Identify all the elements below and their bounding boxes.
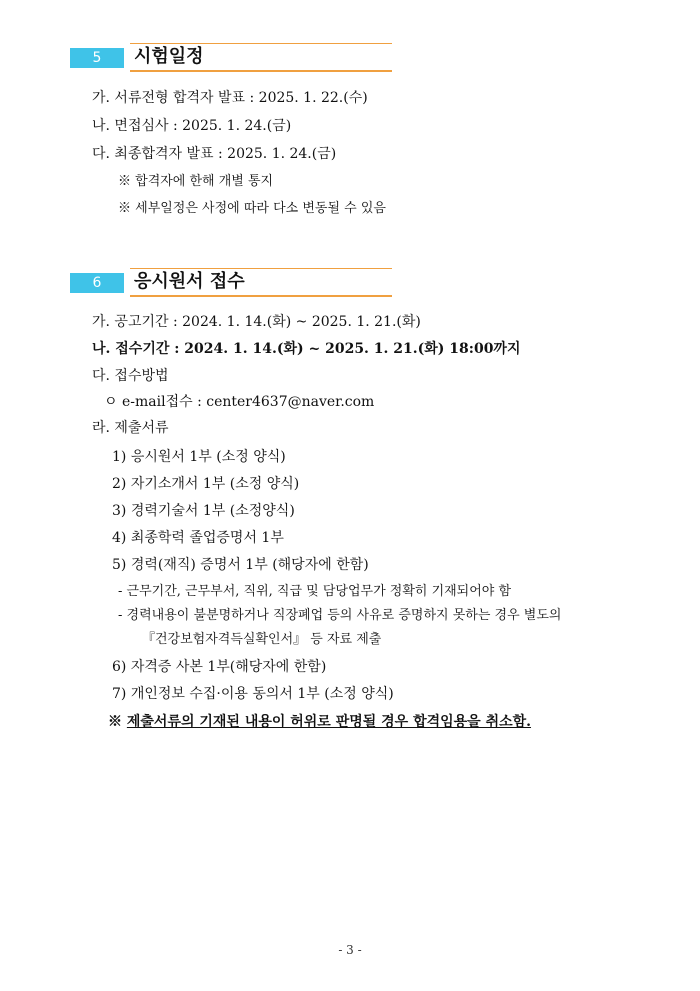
section-rule-top [130, 43, 392, 44]
doc-item-license: 6) 자격증 사본 1부(해당자에 한함) [112, 659, 327, 675]
doc-item-self-intro: 2) 자기소개서 1부 (소정 양식) [112, 476, 300, 492]
section-rule-top [130, 268, 392, 269]
section-title: 응시원서 접수 [134, 271, 245, 292]
section-number-badge: 6 [70, 273, 124, 293]
doc-item-graduation: 4) 최종학력 졸업증명서 1부 [112, 530, 284, 546]
schedule-note-change: ※ 세부일정은 사정에 따라 다소 변동될 수 있음 [118, 201, 386, 216]
warning-mark: ※ [108, 714, 122, 730]
docs-heading: 라. 제출서류 [92, 420, 169, 436]
announce-period: 가. 공고기간 : 2024. 1. 14.(화) ~ 2025. 1. 21.(화) [92, 314, 421, 330]
section-number-badge: 5 [70, 48, 124, 68]
section-title: 시험일정 [134, 46, 204, 67]
section-rule-bottom [130, 70, 392, 72]
doc-item-application: 1) 응시원서 1부 (소정 양식) [112, 449, 286, 465]
doc-item-employment-cert: 5) 경력(재직) 증명서 1부 (해당자에 한함) [112, 557, 369, 573]
method-email: ㅇ e-mail접수 : center4637@naver.com [104, 394, 375, 410]
sub-note-details: - 근무기간, 근무부서, 직위, 직급 및 담당업무가 정확히 기재되어야 함 [118, 584, 512, 599]
doc-item-career-desc: 3) 경력기술서 1부 (소정양식) [112, 503, 295, 519]
method-heading: 다. 접수방법 [92, 368, 169, 384]
warning-notice [108, 712, 531, 732]
page-number: - 3 - [338, 943, 362, 957]
receipt-period: 나. 접수기간 : 2024. 1. 14.(화) ~ 2025. 1. 21.(화) 18:00까지 [92, 341, 521, 357]
schedule-line-interview: 나. 면접심사 : 2025. 1. 24.(금) [92, 118, 292, 134]
sub-note-unclear: - 경력내용이 불분명하거나 직장폐업 등의 사유로 증명하지 못하는 경우 별도의 [118, 608, 562, 623]
section-5-header [70, 45, 322, 71]
warning-text: 제출서류의 기재된 내용이 허위로 판명될 경우 합격임용을 취소함. [126, 714, 532, 730]
section-6-header [70, 270, 322, 296]
schedule-line-final-result: 다. 최종합격자 발표 : 2025. 1. 24.(금) [92, 146, 337, 162]
sub-note-insurance: 『건강보험자격득실확인서』 등 자료 제출 [142, 632, 382, 647]
doc-item-privacy-consent: 7) 개인정보 수집·이용 동의서 1부 (소정 양식) [112, 686, 394, 702]
section-rule-bottom [130, 295, 392, 297]
schedule-note-individual: ※ 합격자에 한해 개별 통지 [118, 174, 274, 189]
schedule-line-document-result: 가. 서류전형 합격자 발표 : 2025. 1. 22.(수) [92, 90, 368, 106]
